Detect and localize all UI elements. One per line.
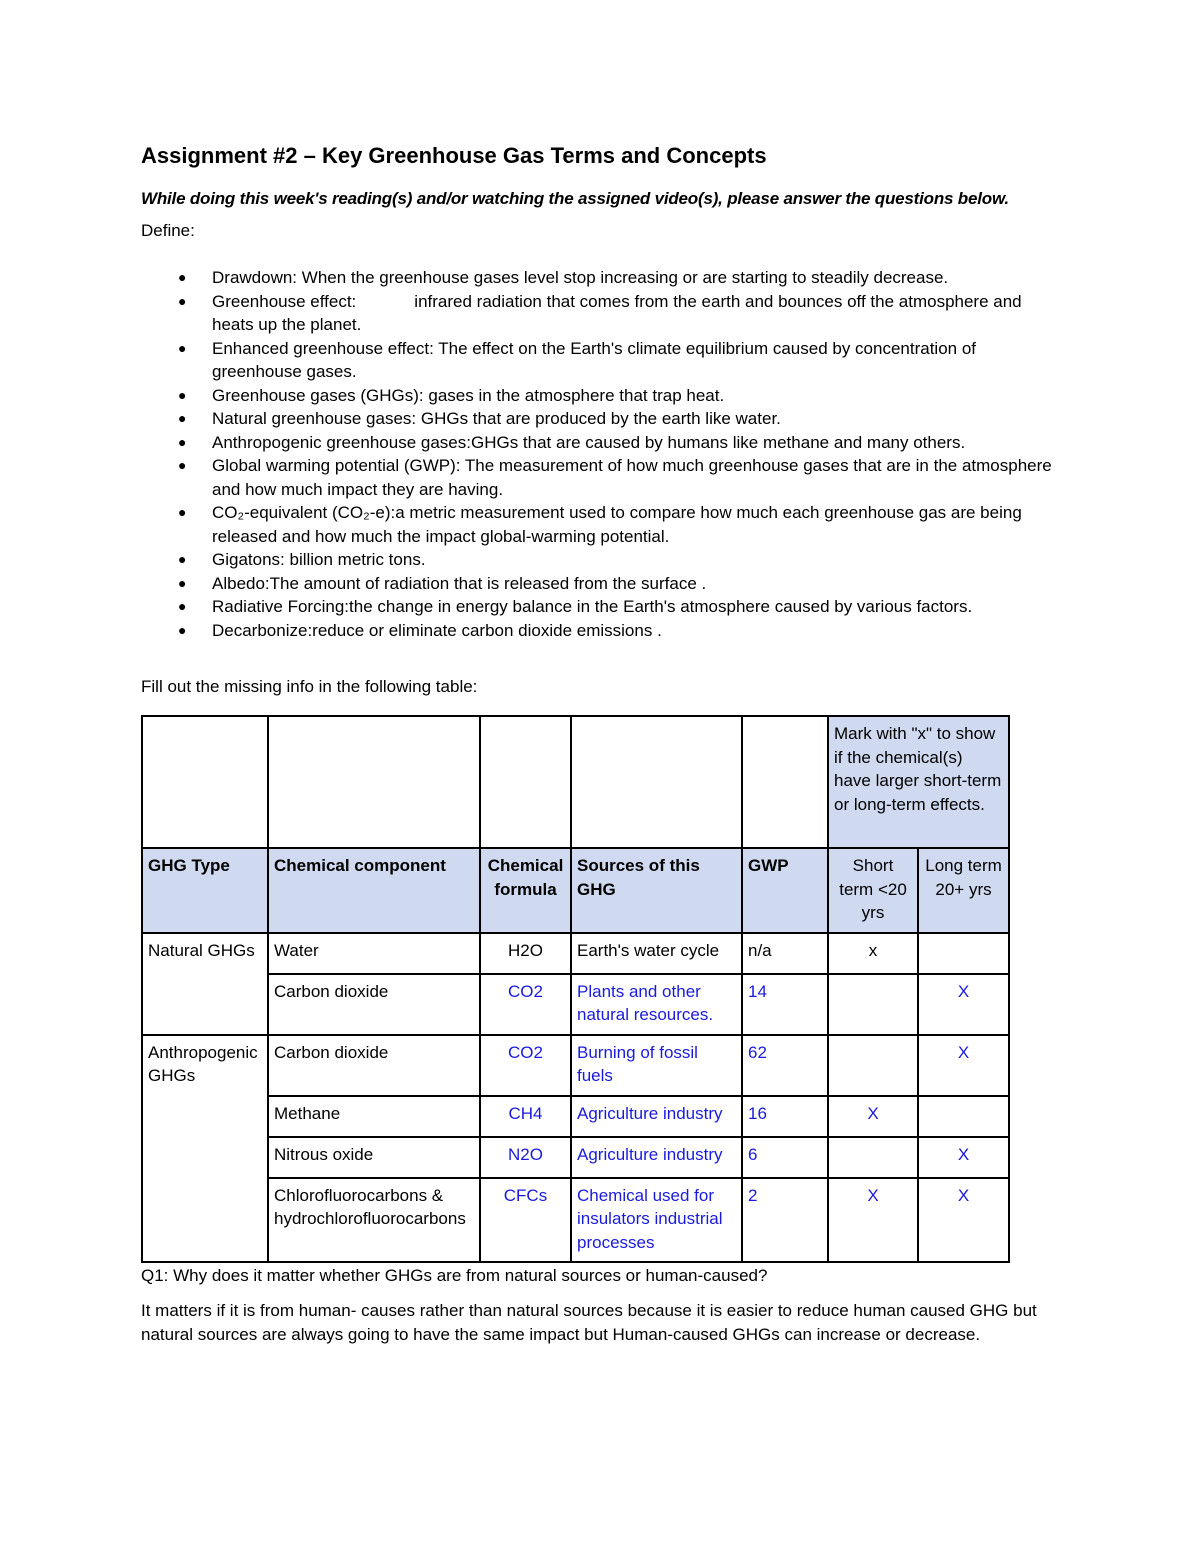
definitions-list (141, 266, 1061, 642)
table-row: Chlorofluorocarbons & hydrochlorofluorocarbons CFCs Chemical used for insulators industrial processes 2 X X (142, 1178, 1009, 1263)
header-sources: Sources of this GHG (571, 848, 742, 933)
intro-instructions: While doing this week's reading(s) and/or watching the assigned video(s), please answer the questions below. (141, 189, 1009, 208)
table-row: Methane CH4 Agriculture industry 16 X (142, 1096, 1009, 1137)
header-long-term: Long term 20+ yrs (918, 848, 1009, 933)
list-item: ● Drawdown: When the greenhouse gases level stop increasing or are starting to steadily decrease. (141, 266, 1061, 290)
define-label: Define: (141, 221, 195, 240)
bullet-icon: ● (178, 386, 187, 403)
header-chemical-component: Chemical component (268, 848, 480, 933)
bullet-icon: ● (178, 598, 187, 614)
bullet-icon: ● (178, 433, 187, 450)
list-item: ● Greenhouse effect: infrared radiation that comes from the earth and bounces off the atmosphere and heats up the planet. (178, 291, 1022, 334)
list-item: ● Albedo:The amount of radiation that is released from the surface . (141, 572, 1061, 596)
group-anthropogenic: Anthropogenic GHGs (142, 1035, 268, 1263)
table-row: Carbon dioxide CO2 Plants and other natural resources. 14 X (142, 974, 1009, 1035)
bullet-icon: ● (178, 457, 187, 473)
bullet-icon: ● (178, 410, 187, 426)
list-item: ● Enhanced greenhouse effect: The effect on the Earth's climate equilibrium caused by concentration of greenhouse gases. (178, 338, 977, 381)
list-item: ● Decarbonize:reduce or eliminate carbon dioxide emissions . (141, 619, 1061, 643)
ghg-table (141, 715, 1010, 1263)
bullet-icon: ● (178, 292, 187, 309)
table-row (142, 716, 1009, 848)
document-page (141, 141, 1061, 1346)
bullet-icon: ● (178, 504, 187, 520)
header-ghg-type: GHG Type (142, 848, 268, 933)
list-item: ● Anthropogenic greenhouse gases:GHGs that are caused by humans like methane and many others. (141, 431, 1061, 455)
bullet-icon: ● (178, 551, 187, 567)
table-row: Nitrous oxide N2O Agriculture industry 6 X (142, 1137, 1009, 1178)
answer-1: It matters if it is from human- causes rather than natural sources because it is easier to reduce human caused GHG but natural sources are always going to have the same impact but Human-caused GHGs can increase or decrease. (141, 1301, 1037, 1344)
bullet-icon: ● (178, 621, 187, 638)
list-item: ● Radiative Forcing:the change in energy balance in the Earth's atmosphere caused by various factors. (141, 595, 1061, 619)
header-short-term: Short term <20 yrs (828, 848, 918, 933)
list-item: ● CO₂-equivalent (CO₂-e):a metric measurement used to compare how much each greenhouse gas are being released and how much the impact global-warming potential. (178, 503, 1022, 546)
list-item: ● Natural greenhouse gases: GHGs that are produced by the earth like water. (141, 407, 1061, 431)
mark-note: Mark with "x" to show if the chemical(s) have larger short-term or long-term effects. (828, 716, 1009, 848)
list-item: ● Greenhouse gases (GHGs): gases in the atmosphere that trap heat. (141, 384, 1061, 408)
header-gwp: GWP (742, 848, 828, 933)
group-natural: Natural GHGs (142, 933, 268, 1035)
bullet-icon: ● (178, 574, 187, 591)
table-instructions: Fill out the missing info in the following table: (141, 677, 478, 696)
list-item: ● Gigatons: billion metric tons. (141, 548, 1061, 572)
header-row (142, 848, 1009, 933)
list-item: ● Global warming potential (GWP): The measurement of how much greenhouse gases that are in the atmosphere and how much impact they are having. (178, 456, 1052, 499)
header-chemical-formula: Chemical formula (480, 848, 571, 933)
page-title: Assignment #2 – Key Greenhouse Gas Terms and Concepts (141, 143, 767, 168)
bullet-icon: ● (178, 269, 187, 285)
table-row: Anthropogenic GHGs Carbon dioxide CO2 Burning of fossil fuels 62 X (142, 1035, 1009, 1096)
question-1: Q1: Why does it matter whether GHGs are from natural sources or human-caused? (141, 1266, 768, 1285)
table-row: Natural GHGs Water H2O Earth's water cycle n/a x (142, 933, 1009, 974)
bullet-icon: ● (178, 339, 187, 356)
